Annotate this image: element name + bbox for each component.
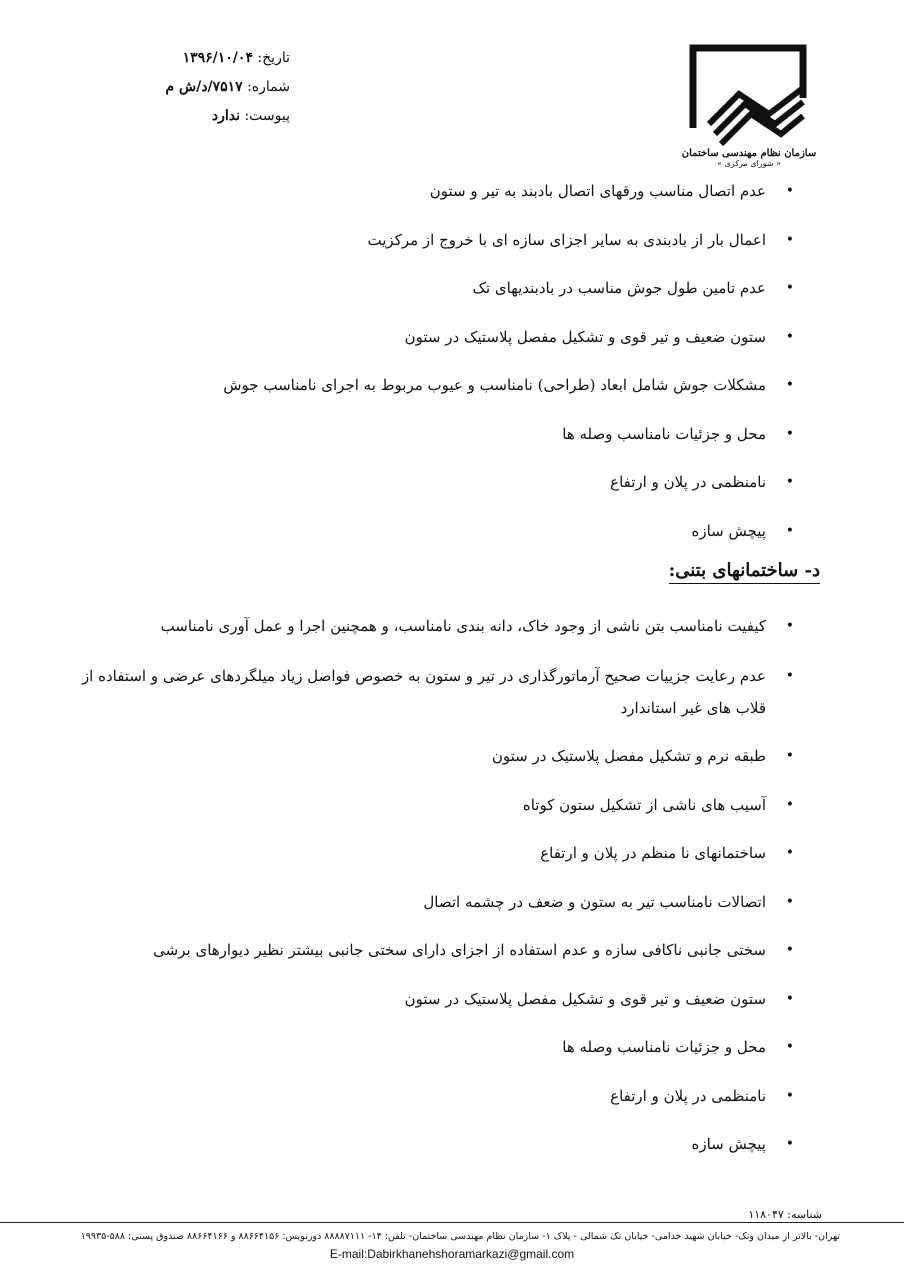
list-item: • آسیب های ناشی از تشکیل ستون کوتاه: [70, 790, 802, 821]
list-item: • پیچش سازه: [70, 516, 802, 547]
attachment-label: پیوست:: [244, 108, 290, 124]
list-item: • اعمال بار از بادبندی به سایر اجزای سازه ای با خروج از مرکزیت: [70, 225, 802, 256]
attachment-row: [70, 102, 290, 131]
bullet-icon: •: [785, 231, 794, 248]
council-name: « شورای مرکزی »: [717, 159, 781, 168]
bullet-icon: •: [785, 1087, 794, 1104]
bullet-icon: •: [785, 748, 794, 764]
steel-issues-list: [70, 176, 802, 564]
list-item: • طبقه نرم و تشکیل مفصل پلاستیک در ستون: [70, 741, 802, 772]
list-item: • محل و جزئیات نامناسب وصله ها: [70, 419, 802, 450]
organization-name: سازمان نظام مهندسی ساختمان: [681, 148, 817, 159]
date-value: ۱۳۹۶/۱۰/۰۴: [182, 50, 253, 66]
list-item: • نامنظمی در پلان و ارتفاع: [70, 467, 802, 498]
number-label: شماره:: [247, 79, 290, 95]
list-item: • عدم تامین طول جوش مناسب در بادبندیهای تک: [70, 273, 802, 304]
letter-meta: [70, 44, 290, 131]
date-label: تاریخ:: [257, 50, 290, 66]
footer-address: تهران- بالاتر از میدان ونک- خیابان شهید خدامی- خیابان تک شمالی - پلاک ۱- سازمان نظام مهندسی ساختمان- تلفن: ۱۴- ۸۸۸۸۷۱۱۱ دورنویس: ۸۸۶۶۴۱۵۶ و ۸۸۶۶۴۱۶۶ صندوق پستی: ۵۸۸-۱۹۹۳۵: [80, 1231, 840, 1242]
bullet-icon: •: [785, 893, 794, 910]
bullet-icon: •: [785, 990, 794, 1007]
bullet-icon: •: [785, 183, 794, 199]
list-item: • ستون ضعیف و تیر قوی و تشکیل مفصل پلاستیک در ستون: [70, 322, 802, 353]
bullet-icon: •: [785, 280, 794, 296]
bullet-icon: •: [785, 942, 794, 958]
list-item: • عدم رعایت جزییات صحیح آرماتورگذاری در تیر و ستون به خصوص فواصل زیاد میلگردهای عرضی و استفاده از قلاب های غیر استاندارد: [70, 660, 802, 724]
list-item: • سختی جانبی ناکافی سازه و عدم استفاده از اجزای دارای سختی جانبی بیشتر نظیر دیوارهای برشی: [70, 935, 802, 966]
organization-logo: [680, 42, 818, 182]
list-item: • نامنظمی در پلان و ارتفاع: [70, 1081, 802, 1112]
number-value: ۷۵۱۷/د/ش م: [165, 79, 243, 95]
bullet-icon: •: [785, 618, 794, 634]
bullet-icon: •: [785, 377, 794, 393]
date-row: [70, 44, 290, 73]
list-item: • اتصالات نامناسب تیر به ستون و ضعف در چشمه اتصال: [70, 887, 802, 918]
number-row: [70, 73, 290, 102]
bullet-icon: •: [785, 667, 794, 684]
bullet-icon: •: [785, 474, 794, 490]
bullet-icon: •: [785, 328, 794, 345]
document-id: شناسه: ۱۱۸۰۴۷: [748, 1208, 822, 1221]
list-item: • محل و جزئیات نامناسب وصله ها: [70, 1032, 802, 1063]
list-item: • ساختمانهای نا منظم در پلان و ارتفاع: [70, 838, 802, 869]
list-item: • پیچش سازه: [70, 1129, 802, 1160]
section-heading: د- ساختمانهای بتنی:: [560, 560, 820, 581]
list-item: • عدم اتصال مناسب ورقهای اتصال بادبند به تیر و ستون: [70, 176, 802, 207]
list-item: • مشکلات جوش شامل ابعاد (طراحی) نامناسب و عیوب مربوط به اجرای نامناسب جوش: [70, 370, 802, 401]
footer-divider: [0, 1222, 904, 1223]
attachment-value: ندارد: [211, 108, 240, 124]
bullet-icon: •: [785, 425, 794, 442]
bullet-icon: •: [785, 1136, 794, 1152]
concrete-issues-list: [70, 611, 802, 1178]
footer-email[interactable]: E-mail:Dabirkhanehshoramarkazi@gmail.com: [329, 1247, 575, 1261]
bullet-icon: •: [785, 796, 794, 813]
bullet-icon: •: [785, 1039, 794, 1055]
bullet-icon: •: [785, 522, 794, 539]
building-logo-icon: [687, 42, 811, 146]
list-item: • کیفیت نامناسب بتن ناشی از وجود خاک، دانه بندی نامناسب، و همچنین اجرا و عمل آوری نامناسب: [70, 611, 802, 642]
bullet-icon: •: [785, 845, 794, 861]
list-item: • ستون ضعیف و تیر قوی و تشکیل مفصل پلاستیک در ستون: [70, 984, 802, 1015]
